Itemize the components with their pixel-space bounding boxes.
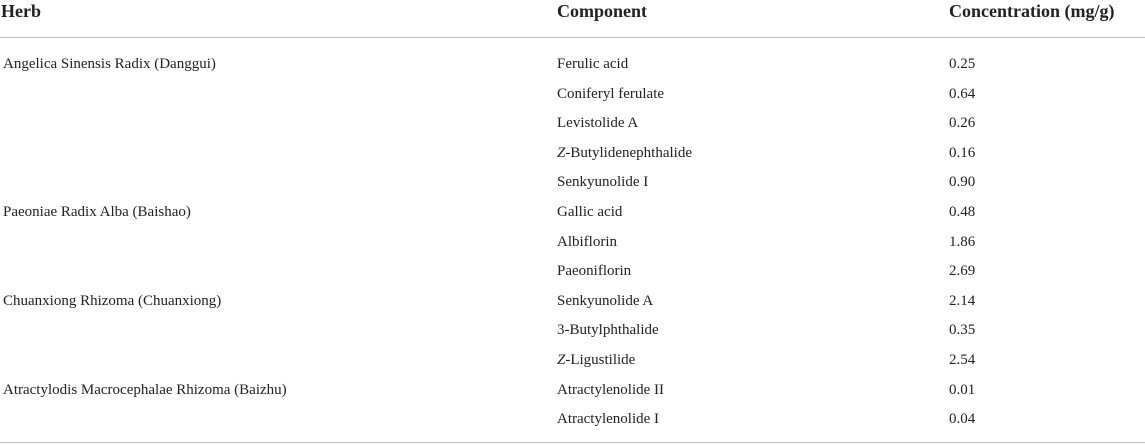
cell-concentration: 0.64 [949, 85, 976, 102]
header-component: Component [557, 1, 648, 21]
cell-component [557, 80, 664, 110]
cell-herb: Chuanxiong Rhizoma (Chuanxiong) [3, 292, 222, 309]
component-name: Senkyunolide A [557, 292, 654, 309]
table-row [0, 198, 1145, 228]
component-prefix: Z [557, 144, 566, 161]
component-name: Levistolide A [557, 115, 639, 132]
table-row [0, 257, 1145, 287]
component-name: Albiflorin [557, 233, 617, 250]
cell-concentration: 0.25 [949, 56, 976, 72]
cell-concentration: 0.04 [949, 411, 976, 428]
component-name: 3-Butylphthalide [557, 322, 659, 339]
cell-component [557, 405, 659, 435]
component-name: -Butylidenephthalide [565, 144, 692, 161]
table-header-row [0, 0, 1145, 38]
component-name: Paeoniflorin [557, 263, 632, 280]
cell-herb: Angelica Sinensis Radix (Danggui) [3, 56, 216, 72]
cell-component [557, 346, 635, 376]
table-row [0, 405, 1145, 435]
table-body [0, 50, 1145, 435]
cell-component [557, 168, 648, 198]
cell-herb: Atractylodis Macrocephalae Rhizoma (Baizhu) [3, 381, 287, 398]
component-prefix: Z [557, 351, 566, 368]
table-row [0, 168, 1145, 198]
table-row [0, 80, 1145, 110]
header-herb: Herb [1, 1, 41, 21]
table-row [0, 50, 1145, 80]
component-name: Atractylenolide II [557, 381, 665, 398]
component-name: Ferulic acid [557, 56, 629, 72]
table-row [0, 316, 1145, 346]
cell-component [557, 50, 628, 80]
component-name: Coniferyl ferulate [557, 85, 665, 102]
component-name: Gallic acid [557, 203, 623, 220]
cell-component [557, 376, 664, 406]
cell-concentration: 1.86 [949, 233, 976, 250]
cell-component [557, 139, 692, 169]
cell-concentration: 0.26 [949, 115, 976, 132]
cell-component [557, 257, 631, 287]
cell-concentration: 2.69 [949, 263, 976, 280]
cell-concentration: 0.35 [949, 322, 976, 339]
table-row [0, 346, 1145, 376]
table-bottom-rule [0, 442, 1145, 443]
cell-concentration: 0.90 [949, 174, 976, 191]
table-row [0, 287, 1145, 317]
table-row [0, 376, 1145, 406]
cell-concentration: 0.01 [949, 381, 976, 398]
cell-concentration: 2.14 [949, 292, 976, 309]
table-row [0, 228, 1145, 258]
table-row [0, 139, 1145, 169]
cell-concentration: 2.54 [949, 351, 976, 368]
cell-component [557, 287, 653, 317]
component-name: Atractylenolide I [557, 411, 660, 428]
cell-component [557, 198, 622, 228]
cell-concentration: 0.16 [949, 144, 976, 161]
component-name: -Ligustilide [565, 351, 636, 368]
table-row [0, 109, 1145, 139]
component-name: Senkyunolide I [557, 174, 649, 191]
cell-herb: Paeoniae Radix Alba (Baishao) [3, 203, 191, 220]
cell-component [557, 316, 659, 346]
header-concentration: Concentration (mg/g) [949, 1, 1115, 21]
cell-concentration: 0.48 [949, 203, 976, 220]
cell-component [557, 228, 617, 258]
cell-component [557, 109, 638, 139]
